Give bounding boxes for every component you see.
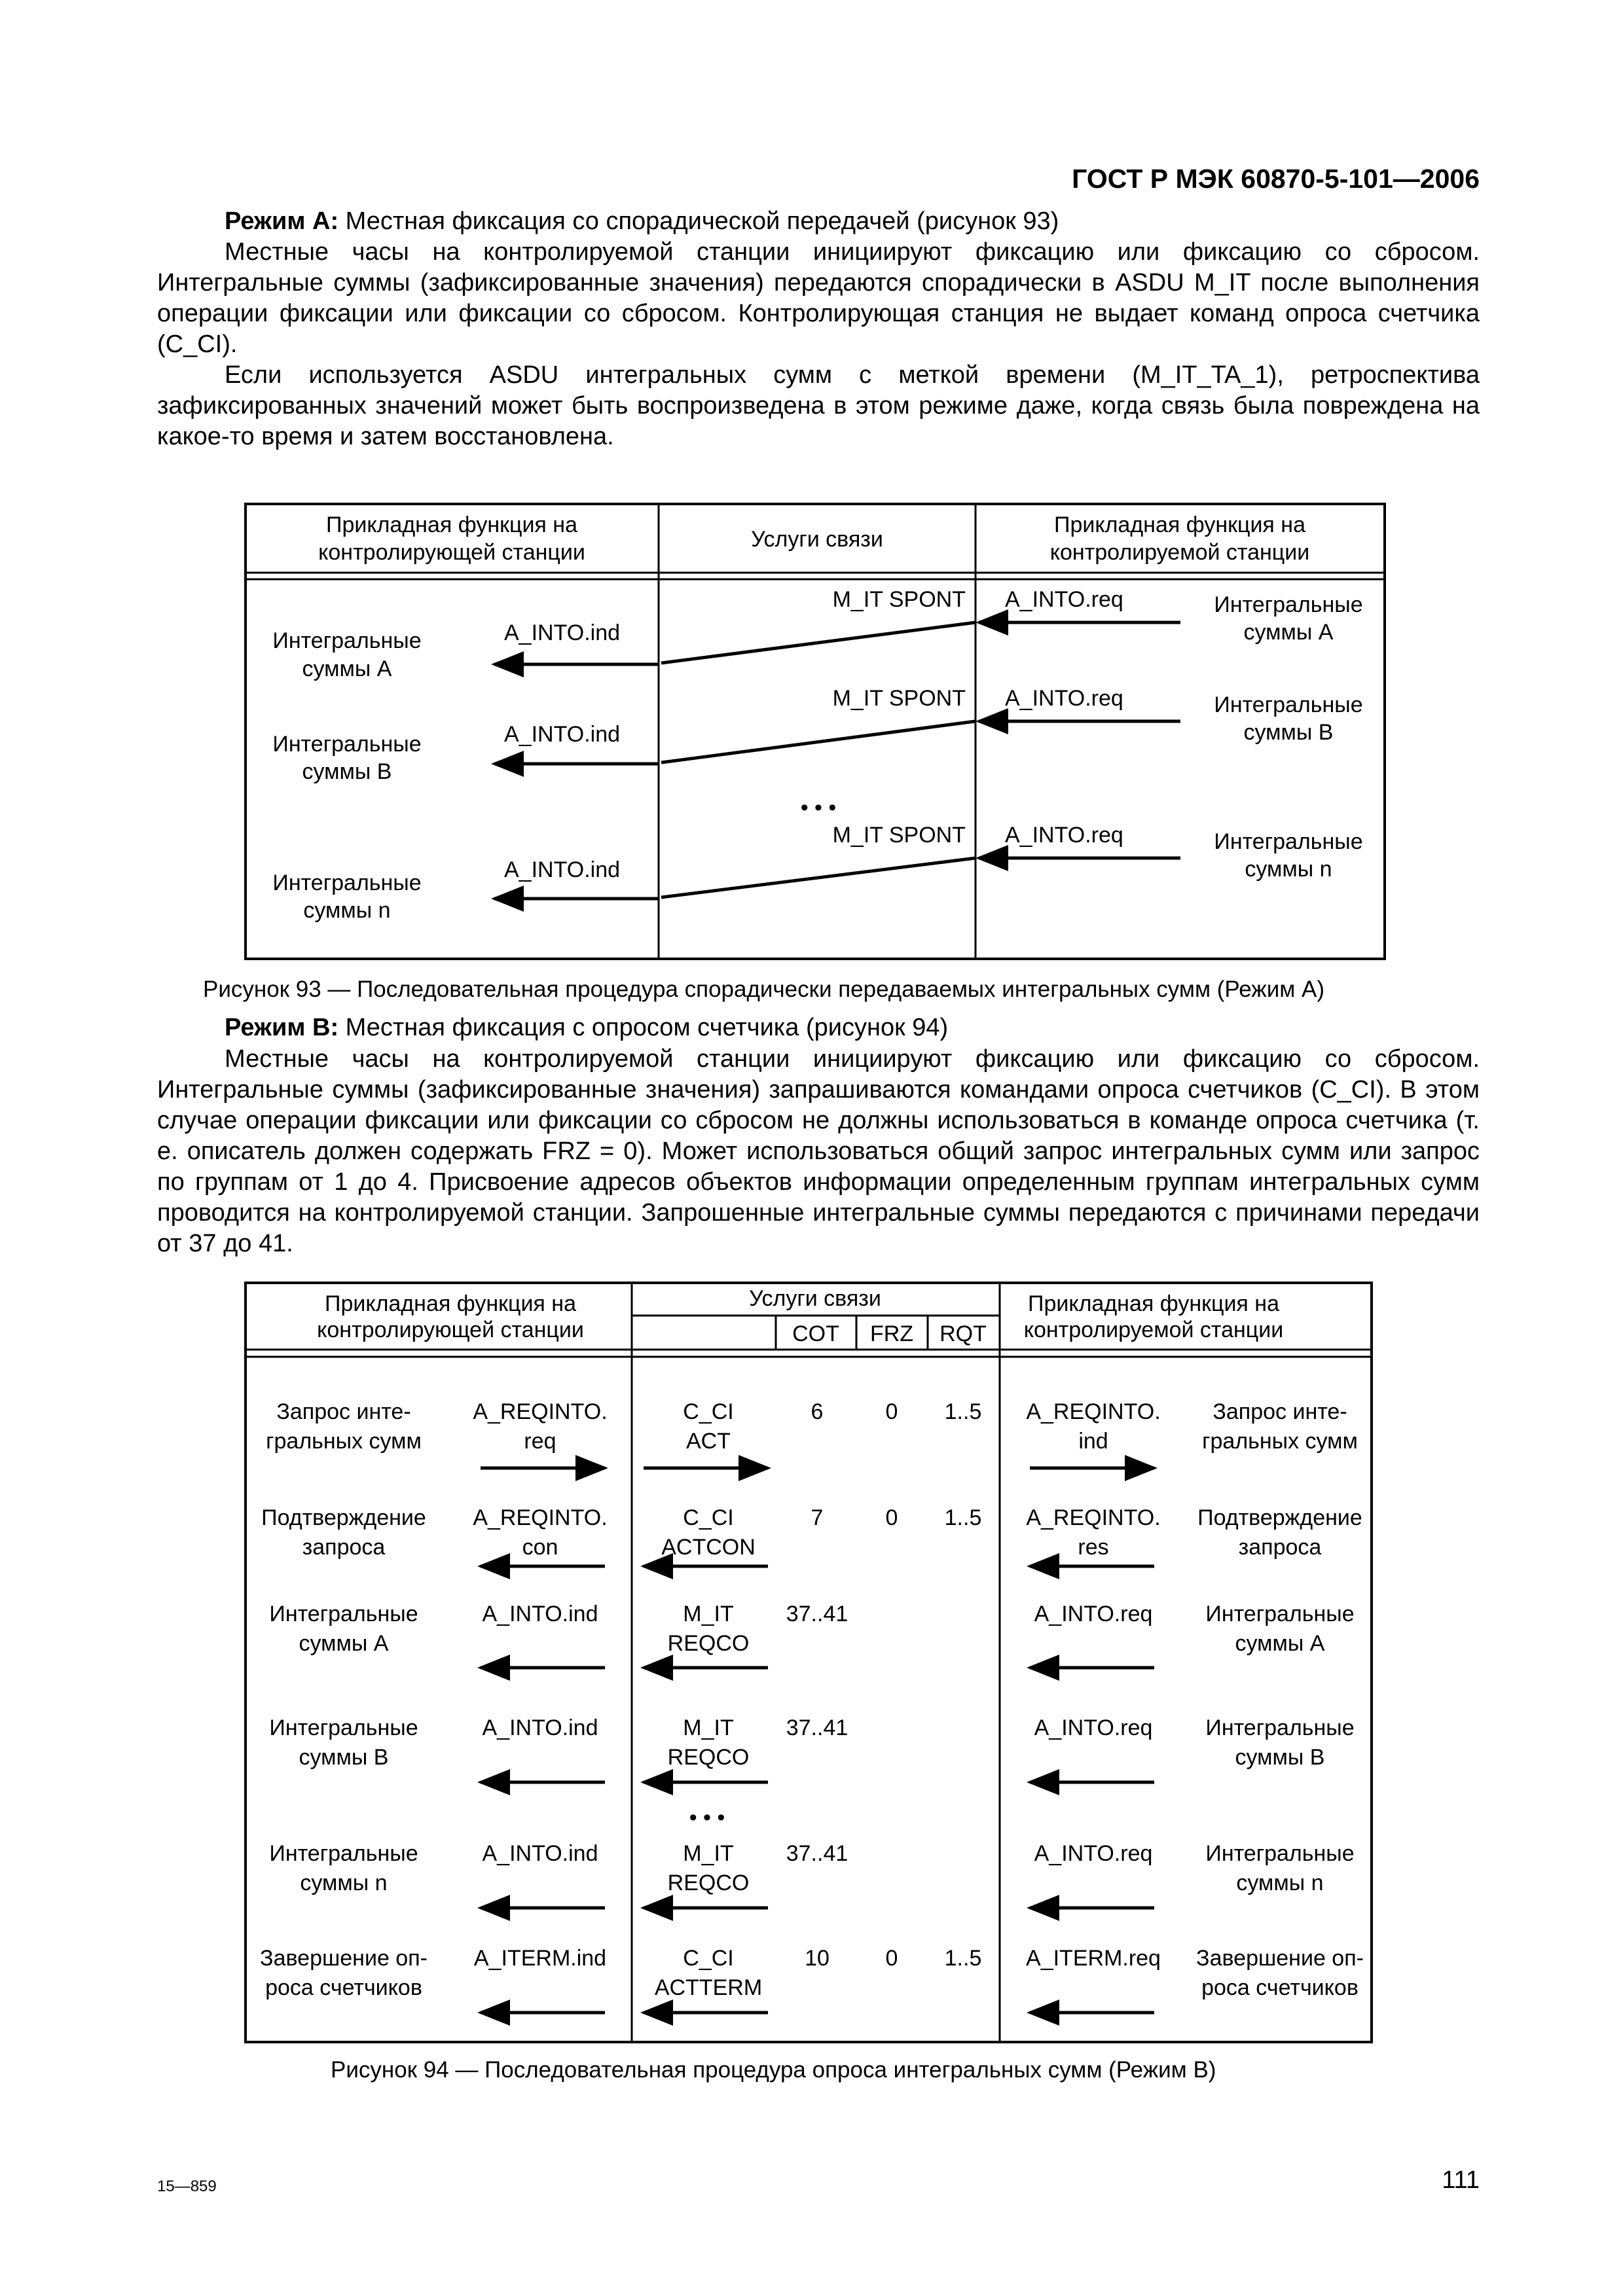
fig94-row-1-left-2: гральных сумм <box>266 1429 422 1454</box>
fig93-row-n-req: A_INTO.req <box>1005 823 1123 848</box>
fig93-row-a-req: A_INTO.req <box>1005 587 1123 612</box>
fig94-row-6-frz: 0 <box>885 1946 898 1971</box>
fig94-row-totals-n <box>269 1841 1354 1908</box>
fig93-row-b-right-2: суммы В <box>1243 720 1334 745</box>
fig93-row-a-right-2: суммы А <box>1243 620 1334 645</box>
fig94-row-3-cot: 37..41 <box>786 1602 848 1626</box>
fig93-row-n-left-1: Интегральные <box>272 870 422 895</box>
mode-b-title-bold: Режим В: <box>225 1014 339 1041</box>
fig94-row-6-left-1: Завершение оп- <box>260 1946 428 1971</box>
fig93-header-col1-line2: контролирующей станции <box>318 540 585 565</box>
fig94-row-termination <box>260 1946 1364 2013</box>
fig93-row-a-right-1: Интегральные <box>1214 592 1363 617</box>
fig94-row-5-right-2: суммы n <box>1236 1871 1324 1895</box>
fig93-row-a-service-line <box>661 622 976 663</box>
fig93-row-a-service: M_IT SPONT <box>832 587 966 612</box>
fig94-row-4-cot: 37..41 <box>786 1715 848 1740</box>
fig94-row-1-svc-1: C_CI <box>683 1399 734 1424</box>
fig94-row-2-left-1: Подтверждение <box>261 1505 426 1530</box>
fig94-header-col1-line2: контролирующей станции <box>317 1318 584 1342</box>
fig94-row-1-rprim-1: A_REQINTO. <box>1026 1399 1161 1424</box>
fig94-row-6-prim-1: A_ITERM.ind <box>473 1946 607 1971</box>
fig93-header-col2: Услуги связи <box>751 527 883 552</box>
fig94-row-5-left-1: Интегральные <box>269 1841 418 1866</box>
fig93-row-b <box>272 686 1362 784</box>
fig94-row-request <box>266 1399 1358 1468</box>
figure-94-caption: Рисунок 94 — Последовательная процедура опроса интегральных сумм (Режим В) <box>331 2057 1216 2083</box>
fig94-row-1-svc-2: ACT <box>686 1429 731 1454</box>
fig94-row-1-cot: 6 <box>811 1399 824 1424</box>
fig94-row-2-frz: 0 <box>885 1505 898 1530</box>
mode-b-paragraph-1: Местные часы на контролируемой станции инициируют фиксацию или фиксацию со сбросом. Интегральные суммы (зафиксированные значения) запрашиваются командами опроса счетчиков (C_CI). В этом случае операции фиксации или фиксации со сбросом не должны использоваться в команде опроса счетчика (т. е. описатель должен содержать FRZ = 0). Может использоваться общий запрос интегральных сумм или запрос по группам от 1 до 4. Присвоение адресов объектов информации определенным группам интегральных сумм проводится на контролируемой станции. Запрошенные интегральные суммы передаются с причинами передачи от 37 до 41. <box>157 1045 1480 1257</box>
fig94-row-5-left-2: суммы n <box>300 1871 388 1895</box>
mode-b-title-rest: Местная фиксация с опросом счетчика (рисунок 94) <box>338 1014 949 1041</box>
fig93-row-n-right-1: Интегральные <box>1214 829 1363 854</box>
fig94-row-3-prim-1: A_INTO.ind <box>482 1602 598 1626</box>
fig93-row-b-service: M_IT SPONT <box>832 686 966 711</box>
fig94-row-1-right-1: Запрос инте- <box>1213 1399 1347 1424</box>
fig94-row-6-right-1: Завершение оп- <box>1196 1946 1364 1971</box>
fig94-row-1-prim-1: A_REQINTO. <box>473 1399 608 1424</box>
fig94-row-5-cot: 37..41 <box>786 1841 848 1866</box>
fig94-row-2-left-2: запроса <box>302 1535 386 1560</box>
fig94-row-4-left-2: суммы В <box>299 1745 389 1770</box>
fig94-row-4-right-1: Интегральные <box>1205 1715 1355 1740</box>
fig94-header-cot: COT <box>792 1321 839 1346</box>
fig93-row-a-left-2: суммы А <box>302 656 392 681</box>
fig94-row-5-prim-1: A_INTO.ind <box>482 1841 598 1866</box>
fig94-row-1-right-2: гральных сумм <box>1202 1429 1358 1454</box>
fig94-row-3-right-1: Интегральные <box>1205 1602 1355 1626</box>
fig93-ellipsis: • • • <box>800 795 837 820</box>
fig93-row-b-ind: A_INTO.ind <box>504 722 621 747</box>
fig94-row-2-svc-2: ACTCON <box>661 1535 756 1560</box>
fig94-row-2-right-2: запроса <box>1238 1535 1322 1560</box>
figure-94-diagram <box>242 1280 1381 2052</box>
fig94-row-3-left-1: Интегральные <box>269 1602 418 1626</box>
fig93-header-col1-line1: Прикладная функция на <box>326 512 577 537</box>
fig94-row-5-svc-2: REQCO <box>667 1871 750 1895</box>
fig94-row-5-rprim-1: A_INTO.req <box>1034 1841 1153 1866</box>
fig94-row-4-svc-2: REQCO <box>667 1745 750 1770</box>
fig94-row-1-frz: 0 <box>885 1399 898 1424</box>
fig93-header-col3-line2: контролируемой станции <box>1049 540 1310 565</box>
fig94-header-services: Услуги связи <box>749 1286 881 1311</box>
mode-a-title <box>157 206 1480 237</box>
fig94-row-6-rprim-1: A_ITERM.req <box>1026 1946 1161 1971</box>
document-standard-header: ГОСТ Р МЭК 60870-5-101—2006 <box>1072 164 1480 194</box>
fig93-row-b-service-line <box>661 721 976 762</box>
fig94-row-5-right-1: Интегральные <box>1205 1841 1355 1866</box>
fig93-row-n-ind: A_INTO.ind <box>504 857 621 882</box>
fig94-header-col3-line1: Прикладная функция на <box>1028 1291 1279 1316</box>
fig94-header-frz: FRZ <box>869 1321 914 1346</box>
fig94-row-1-prim-2: req <box>524 1429 556 1454</box>
fig94-row-3-right-2: суммы А <box>1235 1631 1325 1656</box>
fig93-row-b-left-1: Интегральные <box>272 732 422 757</box>
fig94-row-3-svc-2: REQCO <box>667 1631 750 1656</box>
mode-a-paragraph-2: Если используется ASDU интегральных сумм с меткой времени (M_IT_TA_1), ретроспектива зафиксированных значений может быть воспроизведена в этом режиме даже, когда связь была повреждена на какое-то время и затем восстановлена. <box>157 361 1480 450</box>
fig94-row-2-prim-2: con <box>522 1535 558 1560</box>
fig94-row-4-left-1: Интегральные <box>269 1715 418 1740</box>
fig94-row-2-rqt: 1..5 <box>944 1505 982 1530</box>
figure-94-frame <box>246 1283 1372 2042</box>
fig94-row-6-rqt: 1..5 <box>944 1946 982 1971</box>
fig93-row-n-left-2: суммы n <box>303 898 391 923</box>
fig94-row-2-rprim-2: res <box>1078 1535 1109 1560</box>
fig94-header-col3-line2: контролируемой станции <box>1023 1318 1284 1342</box>
fig94-row-1-rprim-2: ind <box>1078 1429 1108 1454</box>
fig94-row-totals-a <box>269 1602 1354 1668</box>
fig94-ellipsis: • • • <box>689 1805 725 1830</box>
fig94-row-confirm <box>261 1505 1362 1566</box>
fig93-row-a-left-1: Интегральные <box>272 628 422 653</box>
mode-a-title-rest: Местная фиксация со спорадической передачей (рисунок 93) <box>338 207 1059 235</box>
fig94-row-4-svc-1: M_IT <box>683 1715 734 1740</box>
fig94-row-2-prim-1: A_REQINTO. <box>473 1505 608 1530</box>
page-number: 111 <box>1442 2166 1480 2194</box>
fig93-row-b-left-2: суммы В <box>302 759 392 784</box>
fig94-row-3-left-2: суммы А <box>299 1631 389 1656</box>
fig94-row-6-svc-1: C_CI <box>683 1946 734 1971</box>
fig94-row-2-cot: 7 <box>811 1505 824 1530</box>
fig94-header-rqt: RQT <box>939 1321 987 1346</box>
fig93-row-b-right-1: Интегральные <box>1214 692 1363 717</box>
fig94-row-2-rprim-1: A_REQINTO. <box>1026 1505 1161 1530</box>
fig94-row-1-rqt: 1..5 <box>944 1399 982 1424</box>
fig94-row-5-svc-1: M_IT <box>683 1841 734 1866</box>
fig94-row-3-rprim-1: A_INTO.req <box>1034 1602 1153 1626</box>
mode-a-title-bold: Режим А: <box>225 207 339 235</box>
fig93-row-a-ind: A_INTO.ind <box>504 620 621 645</box>
fig93-row-a <box>272 587 1362 681</box>
fig94-row-6-left-2: роса счетчиков <box>265 1975 422 2000</box>
fig94-row-6-right-2: роса счетчиков <box>1201 1975 1359 2000</box>
fig93-header-col3-line1: Прикладная функция на <box>1054 512 1305 537</box>
fig94-row-1-left-1: Запрос инте- <box>276 1399 411 1424</box>
footer-print-code: 15—859 <box>157 2178 217 2195</box>
fig94-row-2-svc-1: C_CI <box>683 1505 734 1530</box>
fig93-row-n-service-line <box>661 858 976 897</box>
fig94-row-totals-b <box>269 1715 1354 1782</box>
mode-b-title <box>157 1013 1480 1043</box>
fig93-row-b-req: A_INTO.req <box>1005 686 1123 711</box>
mode-a-paragraph-1: Местные часы на контролируемой станции инициируют фиксацию или фиксацию со сбросом. Интегральные суммы (зафиксированные значения) передаются спорадически в ASDU M_IT после выполнения операции фиксации или фиксации со сбросом. Контролирующая станция не выдает команд опроса счетчика (C_CI). <box>157 238 1480 358</box>
fig93-row-n-service: M_IT SPONT <box>832 823 966 848</box>
fig94-row-4-right-2: суммы В <box>1235 1745 1325 1770</box>
fig93-row-n-right-2: суммы n <box>1245 857 1332 882</box>
figure-93-caption: Рисунок 93 — Последовательная процедура спорадически передаваемых интегральных сумм (Режим А) <box>203 977 1325 1002</box>
fig94-row-4-prim-1: A_INTO.ind <box>482 1715 598 1740</box>
fig94-row-2-right-1: Подтверждение <box>1197 1505 1362 1530</box>
fig93-row-n <box>272 823 1362 923</box>
fig94-row-3-svc-1: M_IT <box>683 1602 734 1626</box>
fig94-row-4-rprim-1: A_INTO.req <box>1034 1715 1153 1740</box>
fig94-header-col1-line1: Прикладная функция на <box>325 1291 576 1316</box>
figure-93-diagram <box>242 501 1388 965</box>
fig94-row-6-svc-2: ACTTERM <box>654 1975 763 2000</box>
fig94-row-6-cot: 10 <box>805 1946 830 1971</box>
